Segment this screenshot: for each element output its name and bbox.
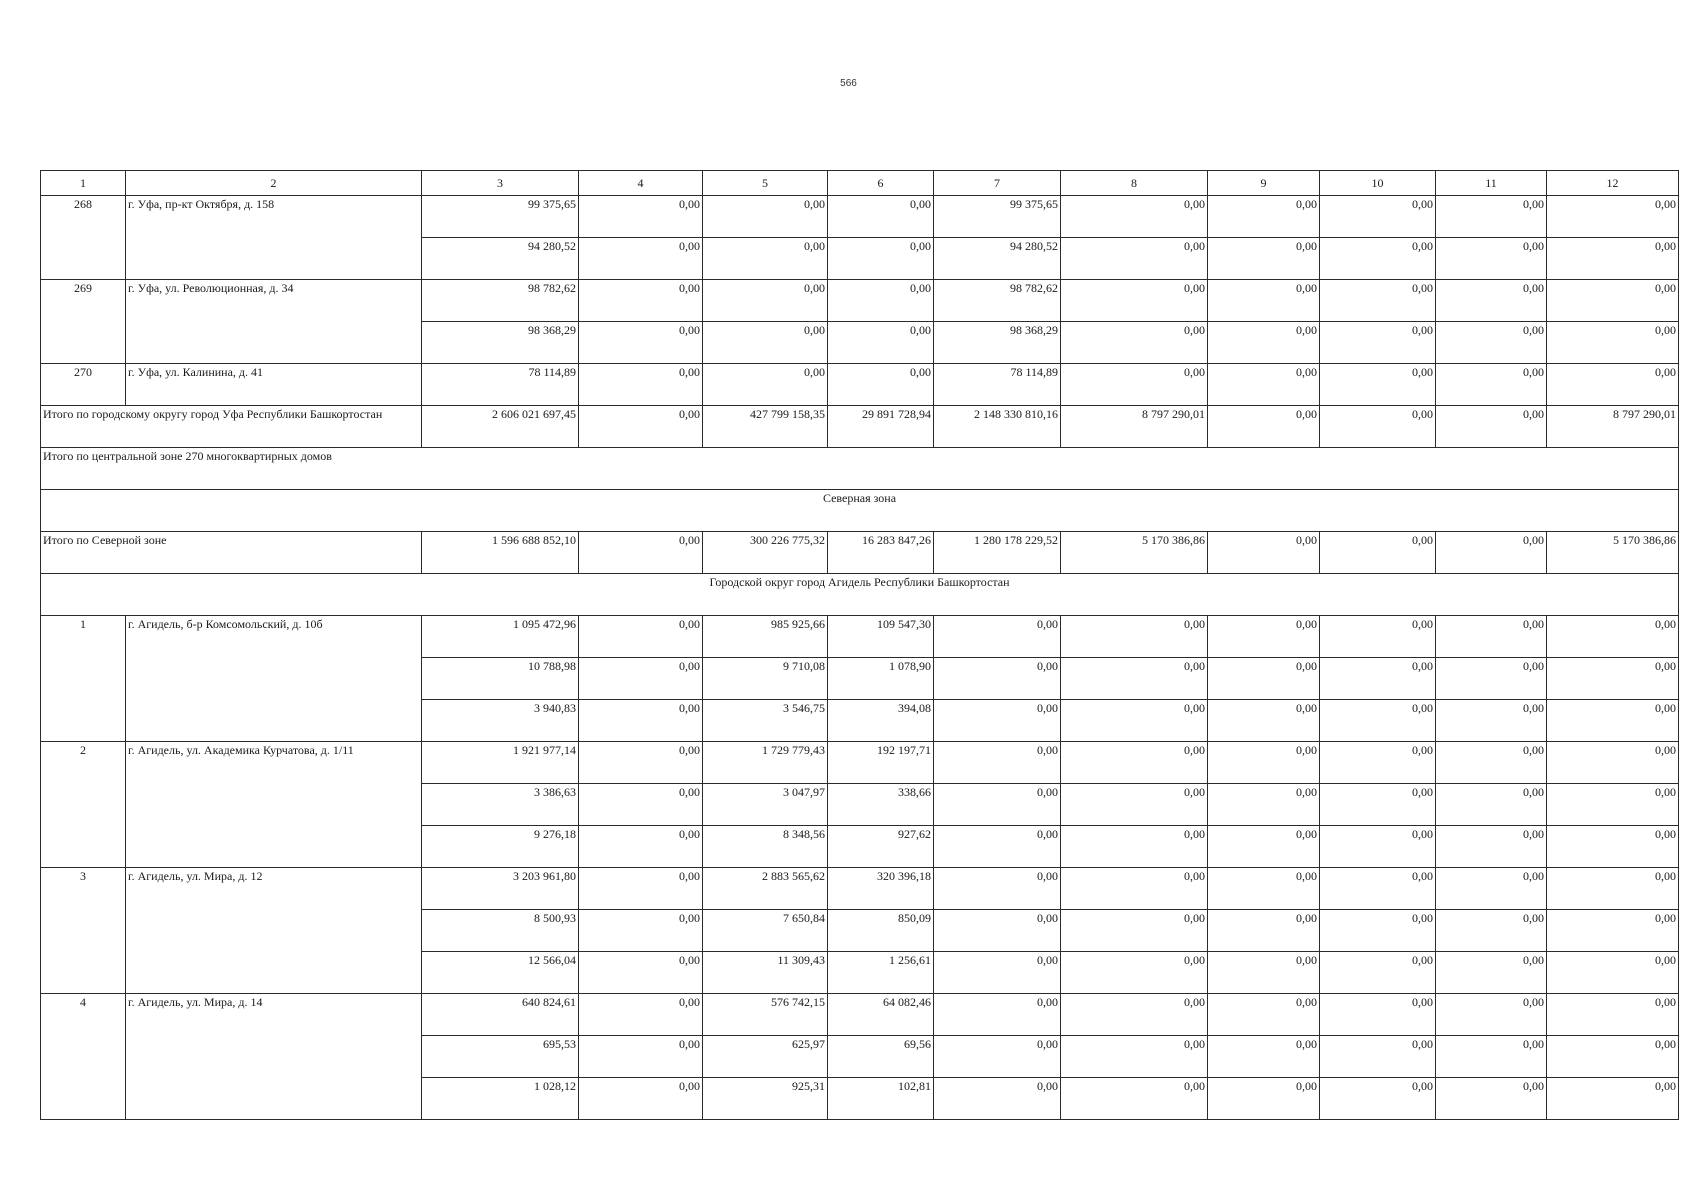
value-cell: 0,00 xyxy=(1061,952,1208,994)
column-header: 10 xyxy=(1320,171,1436,196)
value-cell: 78 114,89 xyxy=(934,364,1061,406)
value-cell: 0,00 xyxy=(579,532,703,574)
value-cell: 0,00 xyxy=(1547,322,1679,364)
row-number: 268 xyxy=(41,196,126,280)
value-cell: 0,00 xyxy=(1547,952,1679,994)
value-cell: 99 375,65 xyxy=(422,196,579,238)
value-cell: 925,31 xyxy=(703,1078,828,1120)
value-cell: 0,00 xyxy=(1061,658,1208,700)
value-cell: 0,00 xyxy=(1208,742,1320,784)
value-cell: 0,00 xyxy=(1061,364,1208,406)
value-cell: 0,00 xyxy=(828,196,934,238)
value-cell: 927,62 xyxy=(828,826,934,868)
value-cell: 0,00 xyxy=(1547,364,1679,406)
value-cell: 7 650,84 xyxy=(703,910,828,952)
value-cell: 0,00 xyxy=(703,238,828,280)
value-cell: 0,00 xyxy=(1061,196,1208,238)
value-cell: 0,00 xyxy=(579,700,703,742)
value-cell: 0,00 xyxy=(1061,910,1208,952)
value-cell: 0,00 xyxy=(828,280,934,322)
value-cell: 0,00 xyxy=(1547,1078,1679,1120)
value-cell: 0,00 xyxy=(828,364,934,406)
value-cell: 0,00 xyxy=(579,826,703,868)
value-cell: 0,00 xyxy=(1208,280,1320,322)
value-cell: 98 368,29 xyxy=(934,322,1061,364)
value-cell: 3 940,83 xyxy=(422,700,579,742)
value-cell: 0,00 xyxy=(1320,406,1436,448)
value-cell: 0,00 xyxy=(1320,868,1436,910)
value-cell: 0,00 xyxy=(934,910,1061,952)
column-header: 1 xyxy=(41,171,126,196)
value-cell: 0,00 xyxy=(579,280,703,322)
value-cell: 0,00 xyxy=(579,784,703,826)
value-cell: 0,00 xyxy=(1061,994,1208,1036)
value-cell: 0,00 xyxy=(579,868,703,910)
column-header: 7 xyxy=(934,171,1061,196)
value-cell: 427 799 158,35 xyxy=(703,406,828,448)
value-cell: 0,00 xyxy=(1208,196,1320,238)
column-header: 9 xyxy=(1208,171,1320,196)
value-cell: 0,00 xyxy=(579,742,703,784)
value-cell: 1 078,90 xyxy=(828,658,934,700)
value-cell: 3 047,97 xyxy=(703,784,828,826)
value-cell: 985 925,66 xyxy=(703,616,828,658)
summary-note: Итого по центральной зоне 270 многоквартирных домов xyxy=(41,448,1679,490)
value-cell: 0,00 xyxy=(579,1078,703,1120)
value-cell: 0,00 xyxy=(934,868,1061,910)
value-cell: 0,00 xyxy=(1208,532,1320,574)
value-cell: 1 596 688 852,10 xyxy=(422,532,579,574)
value-cell: 78 114,89 xyxy=(422,364,579,406)
value-cell: 0,00 xyxy=(1320,994,1436,1036)
value-cell: 11 309,43 xyxy=(703,952,828,994)
value-cell: 0,00 xyxy=(1320,1036,1436,1078)
value-cell: 0,00 xyxy=(1547,238,1679,280)
value-cell: 0,00 xyxy=(579,994,703,1036)
value-cell: 0,00 xyxy=(1320,1078,1436,1120)
section-title: Северная зона xyxy=(41,490,1679,532)
value-cell: 0,00 xyxy=(1547,784,1679,826)
value-cell: 0,00 xyxy=(1436,952,1547,994)
value-cell: 8 348,56 xyxy=(703,826,828,868)
value-cell: 0,00 xyxy=(1436,826,1547,868)
page-number: 566 xyxy=(840,78,857,89)
value-cell: 0,00 xyxy=(1436,364,1547,406)
value-cell: 9 710,08 xyxy=(703,658,828,700)
value-cell: 0,00 xyxy=(1208,1078,1320,1120)
value-cell: 0,00 xyxy=(934,784,1061,826)
value-cell: 0,00 xyxy=(1320,700,1436,742)
value-cell: 64 082,46 xyxy=(828,994,934,1036)
value-cell: 0,00 xyxy=(1208,910,1320,952)
value-cell: 0,00 xyxy=(1436,700,1547,742)
value-cell: 16 283 847,26 xyxy=(828,532,934,574)
value-cell: 0,00 xyxy=(1208,952,1320,994)
column-header: 2 xyxy=(126,171,422,196)
value-cell: 0,00 xyxy=(1061,280,1208,322)
row-number: 1 xyxy=(41,616,126,742)
value-cell: 1 028,12 xyxy=(422,1078,579,1120)
value-cell: 0,00 xyxy=(1320,280,1436,322)
value-cell: 0,00 xyxy=(1436,616,1547,658)
value-cell: 1 280 178 229,52 xyxy=(934,532,1061,574)
row-number: 4 xyxy=(41,994,126,1120)
row-number: 3 xyxy=(41,868,126,994)
value-cell: 576 742,15 xyxy=(703,994,828,1036)
value-cell: 8 500,93 xyxy=(422,910,579,952)
value-cell: 0,00 xyxy=(1320,196,1436,238)
value-cell: 0,00 xyxy=(1436,196,1547,238)
row-address: г. Уфа, ул. Калинина, д. 41 xyxy=(126,364,422,406)
value-cell: 0,00 xyxy=(1320,742,1436,784)
value-cell: 0,00 xyxy=(1436,742,1547,784)
row-address: г. Агидель, ул. Мира, д. 12 xyxy=(126,868,422,994)
value-cell: 98 368,29 xyxy=(422,322,579,364)
row-address: г. Агидель, ул. Мира, д. 14 xyxy=(126,994,422,1120)
value-cell: 3 546,75 xyxy=(703,700,828,742)
value-cell: 0,00 xyxy=(934,742,1061,784)
value-cell: 0,00 xyxy=(1436,322,1547,364)
value-cell: 0,00 xyxy=(1320,658,1436,700)
value-cell: 0,00 xyxy=(1320,952,1436,994)
value-cell: 625,97 xyxy=(703,1036,828,1078)
value-cell: 0,00 xyxy=(579,616,703,658)
value-cell: 0,00 xyxy=(1208,784,1320,826)
table-body xyxy=(41,171,1679,1120)
table-row xyxy=(41,742,1679,784)
table-row xyxy=(41,196,1679,238)
value-cell: 0,00 xyxy=(934,616,1061,658)
value-cell: 0,00 xyxy=(1208,364,1320,406)
value-cell: 0,00 xyxy=(579,196,703,238)
value-cell: 0,00 xyxy=(1061,238,1208,280)
value-cell: 0,00 xyxy=(828,322,934,364)
value-cell: 0,00 xyxy=(1547,196,1679,238)
value-cell: 94 280,52 xyxy=(422,238,579,280)
value-cell: 695,53 xyxy=(422,1036,579,1078)
table-row xyxy=(41,868,1679,910)
value-cell: 0,00 xyxy=(1547,616,1679,658)
value-cell: 1 921 977,14 xyxy=(422,742,579,784)
value-cell: 0,00 xyxy=(1436,910,1547,952)
column-header: 4 xyxy=(579,171,703,196)
section-title: Городской округ город Агидель Республики Башкортостан xyxy=(41,574,1679,616)
value-cell: 0,00 xyxy=(934,700,1061,742)
row-number: 269 xyxy=(41,280,126,364)
value-cell: 0,00 xyxy=(934,994,1061,1036)
total-label: Итого по городскому округу город Уфа Республики Башкортостан xyxy=(41,406,422,448)
value-cell: 8 797 290,01 xyxy=(1547,406,1679,448)
value-cell: 0,00 xyxy=(1208,868,1320,910)
value-cell: 0,00 xyxy=(1436,658,1547,700)
value-cell: 0,00 xyxy=(1208,238,1320,280)
value-cell: 0,00 xyxy=(579,322,703,364)
value-cell: 0,00 xyxy=(1208,1036,1320,1078)
value-cell: 0,00 xyxy=(1436,868,1547,910)
value-cell: 2 606 021 697,45 xyxy=(422,406,579,448)
value-cell: 10 788,98 xyxy=(422,658,579,700)
value-cell: 102,81 xyxy=(828,1078,934,1120)
value-cell: 0,00 xyxy=(1061,1036,1208,1078)
value-cell: 1 095 472,96 xyxy=(422,616,579,658)
value-cell: 320 396,18 xyxy=(828,868,934,910)
value-cell: 0,00 xyxy=(579,910,703,952)
value-cell: 0,00 xyxy=(1320,910,1436,952)
row-address: г. Уфа, ул. Революционная, д. 34 xyxy=(126,280,422,364)
value-cell: 2 883 565,62 xyxy=(703,868,828,910)
value-cell: 0,00 xyxy=(1061,868,1208,910)
value-cell: 0,00 xyxy=(703,322,828,364)
value-cell: 0,00 xyxy=(1436,406,1547,448)
value-cell: 0,00 xyxy=(1320,826,1436,868)
value-cell: 0,00 xyxy=(703,280,828,322)
value-cell: 2 148 330 810,16 xyxy=(934,406,1061,448)
value-cell: 0,00 xyxy=(1320,616,1436,658)
value-cell: 0,00 xyxy=(1436,784,1547,826)
value-cell: 640 824,61 xyxy=(422,994,579,1036)
column-header: 12 xyxy=(1547,171,1679,196)
value-cell: 0,00 xyxy=(1547,910,1679,952)
table-row xyxy=(41,280,1679,322)
section-header-row xyxy=(41,490,1679,532)
value-cell: 0,00 xyxy=(828,238,934,280)
column-header: 6 xyxy=(828,171,934,196)
column-header: 8 xyxy=(1061,171,1208,196)
value-cell: 850,09 xyxy=(828,910,934,952)
value-cell: 0,00 xyxy=(1547,826,1679,868)
value-cell: 29 891 728,94 xyxy=(828,406,934,448)
value-cell: 0,00 xyxy=(1061,322,1208,364)
value-cell: 0,00 xyxy=(1208,826,1320,868)
value-cell: 0,00 xyxy=(1547,658,1679,700)
value-cell: 3 386,63 xyxy=(422,784,579,826)
value-cell: 9 276,18 xyxy=(422,826,579,868)
value-cell: 0,00 xyxy=(934,658,1061,700)
column-number-header-row xyxy=(41,171,1679,196)
summary-note-row xyxy=(41,448,1679,490)
value-cell: 192 197,71 xyxy=(828,742,934,784)
value-cell: 0,00 xyxy=(1436,532,1547,574)
value-cell: 0,00 xyxy=(579,364,703,406)
value-cell: 338,66 xyxy=(828,784,934,826)
total-label: Итого по Северной зоне xyxy=(41,532,422,574)
value-cell: 0,00 xyxy=(1436,280,1547,322)
value-cell: 0,00 xyxy=(579,406,703,448)
value-cell: 0,00 xyxy=(1320,532,1436,574)
column-header: 5 xyxy=(703,171,828,196)
row-address: г. Уфа, пр-кт Октября, д. 158 xyxy=(126,196,422,280)
value-cell: 0,00 xyxy=(1436,238,1547,280)
value-cell: 0,00 xyxy=(1208,616,1320,658)
value-cell: 94 280,52 xyxy=(934,238,1061,280)
value-cell: 0,00 xyxy=(579,952,703,994)
value-cell: 0,00 xyxy=(1061,1078,1208,1120)
value-cell: 0,00 xyxy=(579,238,703,280)
value-cell: 0,00 xyxy=(1208,700,1320,742)
value-cell: 0,00 xyxy=(1547,1036,1679,1078)
value-cell: 0,00 xyxy=(1320,364,1436,406)
total-row xyxy=(41,406,1679,448)
value-cell: 0,00 xyxy=(1061,742,1208,784)
value-cell: 0,00 xyxy=(1547,280,1679,322)
value-cell: 0,00 xyxy=(703,364,828,406)
value-cell: 99 375,65 xyxy=(934,196,1061,238)
value-cell: 109 547,30 xyxy=(828,616,934,658)
value-cell: 0,00 xyxy=(1436,1036,1547,1078)
value-cell: 0,00 xyxy=(934,1036,1061,1078)
value-cell: 300 226 775,32 xyxy=(703,532,828,574)
value-cell: 3 203 961,80 xyxy=(422,868,579,910)
table-row xyxy=(41,616,1679,658)
value-cell: 1 729 779,43 xyxy=(703,742,828,784)
value-cell: 0,00 xyxy=(1547,994,1679,1036)
value-cell: 8 797 290,01 xyxy=(1061,406,1208,448)
value-cell: 12 566,04 xyxy=(422,952,579,994)
value-cell: 5 170 386,86 xyxy=(1061,532,1208,574)
value-cell: 0,00 xyxy=(1320,784,1436,826)
section-header-row xyxy=(41,574,1679,616)
register-table xyxy=(40,170,1679,1120)
value-cell: 98 782,62 xyxy=(422,280,579,322)
value-cell: 0,00 xyxy=(1436,1078,1547,1120)
value-cell: 0,00 xyxy=(934,952,1061,994)
value-cell: 0,00 xyxy=(934,826,1061,868)
value-cell: 0,00 xyxy=(1436,994,1547,1036)
row-address: г. Агидель, ул. Академика Курчатова, д. 1/11 xyxy=(126,742,422,868)
value-cell: 0,00 xyxy=(1061,616,1208,658)
table-row xyxy=(41,364,1679,406)
value-cell: 0,00 xyxy=(1061,826,1208,868)
value-cell: 0,00 xyxy=(703,196,828,238)
row-number: 2 xyxy=(41,742,126,868)
value-cell: 0,00 xyxy=(1320,322,1436,364)
value-cell: 5 170 386,86 xyxy=(1547,532,1679,574)
value-cell: 0,00 xyxy=(1061,784,1208,826)
value-cell: 0,00 xyxy=(1547,742,1679,784)
value-cell: 0,00 xyxy=(579,658,703,700)
value-cell: 69,56 xyxy=(828,1036,934,1078)
value-cell: 0,00 xyxy=(1208,658,1320,700)
value-cell: 0,00 xyxy=(1547,868,1679,910)
value-cell: 0,00 xyxy=(579,1036,703,1078)
value-cell: 0,00 xyxy=(1320,238,1436,280)
value-cell: 0,00 xyxy=(934,1078,1061,1120)
row-number: 270 xyxy=(41,364,126,406)
value-cell: 0,00 xyxy=(1547,700,1679,742)
column-header: 3 xyxy=(422,171,579,196)
column-header: 11 xyxy=(1436,171,1547,196)
value-cell: 0,00 xyxy=(1208,994,1320,1036)
value-cell: 0,00 xyxy=(1061,700,1208,742)
table-row xyxy=(41,994,1679,1036)
row-address: г. Агидель, б-р Комсомольский, д. 10б xyxy=(126,616,422,742)
total-row xyxy=(41,532,1679,574)
value-cell: 1 256,61 xyxy=(828,952,934,994)
value-cell: 0,00 xyxy=(1208,322,1320,364)
value-cell: 0,00 xyxy=(1208,406,1320,448)
value-cell: 394,08 xyxy=(828,700,934,742)
value-cell: 98 782,62 xyxy=(934,280,1061,322)
